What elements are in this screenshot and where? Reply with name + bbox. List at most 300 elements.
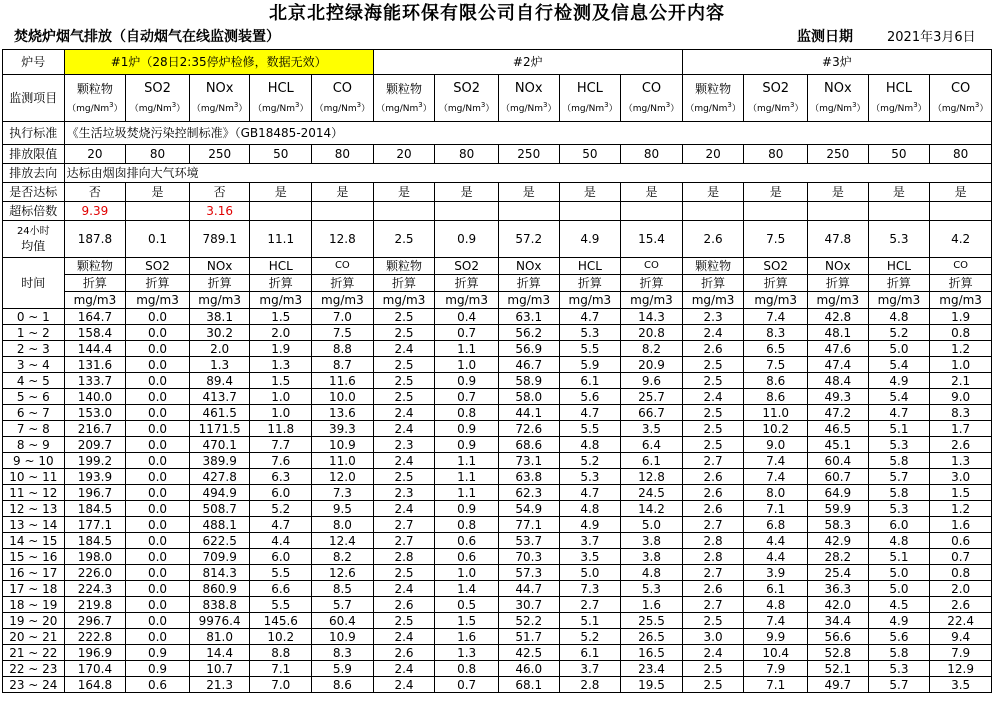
- hourly-value: 5.6: [559, 389, 621, 405]
- hourly-pollutant-name: 颗粒物: [64, 258, 126, 275]
- avg24-value: 15.4: [621, 221, 683, 258]
- hourly-value: 0.0: [126, 437, 190, 453]
- hourly-value: 2.4: [373, 661, 435, 677]
- hourly-value: 12.8: [621, 469, 683, 485]
- hourly-value: 2.4: [682, 389, 744, 405]
- hourly-value: 494.9: [189, 485, 250, 501]
- compliant-value: 是: [312, 183, 374, 202]
- hourly-value: 2.5: [682, 613, 744, 629]
- compliant-row: [3, 183, 992, 202]
- hourly-value: 14.2: [621, 501, 683, 517]
- hourly-value: 48.4: [808, 373, 869, 389]
- hourly-value: 42.9: [808, 533, 869, 549]
- limit-value: 50: [868, 145, 930, 164]
- hourly-value: 1.0: [435, 357, 499, 373]
- hourly-value: 47.4: [808, 357, 869, 373]
- direction-label: 排放去向: [3, 164, 65, 183]
- furnace-label: 炉号: [3, 50, 65, 75]
- hourly-value: 5.4: [868, 389, 930, 405]
- table-row: [3, 373, 992, 389]
- hourly-value: 11.6: [312, 373, 374, 389]
- limit-value: 50: [250, 145, 312, 164]
- hourly-value: 1.5: [930, 485, 992, 501]
- hourly-value: 48.1: [808, 325, 869, 341]
- compliant-value: 是: [868, 183, 930, 202]
- compliant-value: 是: [744, 183, 808, 202]
- hourly-value: 4.9: [559, 517, 621, 533]
- hourly-value: 131.6: [64, 357, 126, 373]
- hourly-unit: mg/m3: [126, 292, 190, 309]
- hourly-value: 6.4: [621, 437, 683, 453]
- compliant-value: 是: [808, 183, 869, 202]
- table-row: [3, 309, 992, 325]
- hourly-value: 164.7: [64, 309, 126, 325]
- hourly-value: 6.1: [621, 453, 683, 469]
- section-subtitle: 焚烧炉烟气排放（自动烟气在线监测装置）: [14, 29, 280, 45]
- hourly-value: 2.0: [250, 325, 312, 341]
- exceed-value: [498, 202, 559, 221]
- hourly-value: 5.0: [868, 581, 930, 597]
- hourly-value: 6.3: [250, 469, 312, 485]
- hourly-value: 2.3: [373, 485, 435, 501]
- pollutant-name: NOx: [514, 81, 543, 96]
- hourly-value: 8.8: [250, 645, 312, 661]
- standard-row: [3, 122, 992, 145]
- hourly-value: 0.7: [435, 677, 499, 693]
- hourly-value: 60.7: [808, 469, 869, 485]
- hourly-value: 0.5: [435, 597, 499, 613]
- hourly-value: 5.1: [868, 549, 930, 565]
- hourly-value: 28.2: [808, 549, 869, 565]
- hourly-value: 8.5: [312, 581, 374, 597]
- item-label: 监测项目: [3, 75, 65, 122]
- pollutant-name: CO: [332, 81, 353, 96]
- hourly-unit: mg/m3: [64, 292, 126, 309]
- hourly-value: 72.6: [498, 421, 559, 437]
- hourly-value: 3.5: [621, 421, 683, 437]
- hourly-value: 2.7: [373, 517, 435, 533]
- hourly-value: 5.5: [559, 421, 621, 437]
- hourly-value: 2.4: [373, 341, 435, 357]
- table-row: [3, 325, 992, 341]
- unit-label: （mg/Nm$^3$）: [191, 101, 248, 114]
- pollutant-header: [435, 75, 499, 122]
- hourly-value: 153.0: [64, 405, 126, 421]
- hourly-value: 7.0: [312, 309, 374, 325]
- hourly-value: 58.0: [498, 389, 559, 405]
- hourly-value: 22.4: [930, 613, 992, 629]
- hourly-value: 5.4: [868, 357, 930, 373]
- hourly-value: 0.6: [435, 533, 499, 549]
- pollutant-header: [250, 75, 312, 122]
- hourly-value: 5.7: [312, 597, 374, 613]
- hourly-pollutant-name: SO2: [435, 258, 499, 275]
- hourly-value: 0.0: [126, 613, 190, 629]
- pollutant-header: [312, 75, 374, 122]
- hourly-value: 2.4: [373, 453, 435, 469]
- conv-label: 折算: [868, 275, 930, 292]
- time-slot: 9 ~ 10: [3, 453, 65, 469]
- hourly-value: 158.4: [64, 325, 126, 341]
- exceed-value: 9.39: [64, 202, 126, 221]
- hourly-value: 9.0: [744, 437, 808, 453]
- hourly-value: 1.0: [250, 405, 312, 421]
- table-row: [3, 597, 992, 613]
- hourly-value: 5.6: [868, 629, 930, 645]
- hourly-pollutant-name: CO: [312, 258, 374, 275]
- hourly-value: 2.7: [682, 597, 744, 613]
- hourly-value: 5.2: [868, 325, 930, 341]
- hourly-value: 219.8: [64, 597, 126, 613]
- hourly-value: 8.2: [312, 549, 374, 565]
- time-slot: 21 ~ 22: [3, 645, 65, 661]
- hourly-value: 1.5: [250, 309, 312, 325]
- hourly-value: 5.2: [559, 453, 621, 469]
- hourly-value: 60.4: [312, 613, 374, 629]
- avg24-value: 11.1: [250, 221, 312, 258]
- hourly-value: 0.0: [126, 341, 190, 357]
- time-slot: 2 ~ 3: [3, 341, 65, 357]
- hourly-pollutant-name: CO: [621, 258, 683, 275]
- pollutant-header: [682, 75, 744, 122]
- hourly-value: 56.9: [498, 341, 559, 357]
- hourly-unit: mg/m3: [498, 292, 559, 309]
- hourly-value: 45.1: [808, 437, 869, 453]
- hourly-value: 5.5: [250, 565, 312, 581]
- hourly-value: 25.4: [808, 565, 869, 581]
- hourly-value: 209.7: [64, 437, 126, 453]
- hourly-value: 68.1: [498, 677, 559, 693]
- hourly-value: 2.4: [373, 677, 435, 693]
- hourly-value: 2.5: [682, 357, 744, 373]
- hourly-value: 0.0: [126, 581, 190, 597]
- hourly-value: 7.4: [744, 309, 808, 325]
- hourly-value: 30.7: [498, 597, 559, 613]
- hourly-unit: mg/m3: [189, 292, 250, 309]
- conv-label: 折算: [312, 275, 374, 292]
- furnace-header-3: #3炉: [682, 50, 991, 75]
- hourly-value: 0.8: [930, 565, 992, 581]
- hourly-value: 0.0: [126, 629, 190, 645]
- time-slot: 22 ~ 23: [3, 661, 65, 677]
- compliant-value: 是: [559, 183, 621, 202]
- hourly-value: 8.6: [312, 677, 374, 693]
- hourly-value: 0.0: [126, 357, 190, 373]
- hourly-value: 6.6: [250, 581, 312, 597]
- hourly-value: 62.3: [498, 485, 559, 501]
- hourly-value: 0.0: [126, 549, 190, 565]
- hourly-value: 8.2: [621, 341, 683, 357]
- unit-label: （mg/Nm$^3$）: [253, 101, 309, 114]
- hourly-value: 5.7: [868, 677, 930, 693]
- hourly-value: 2.4: [373, 405, 435, 421]
- hourly-value: 0.0: [126, 597, 190, 613]
- hourly-value: 2.8: [682, 533, 744, 549]
- hourly-value: 2.6: [682, 341, 744, 357]
- hourly-value: 2.0: [930, 581, 992, 597]
- conv-label: 折算: [64, 275, 126, 292]
- hourly-value: 52.8: [808, 645, 869, 661]
- hourly-value: 8.6: [744, 373, 808, 389]
- hourly-value: 296.7: [64, 613, 126, 629]
- conv-label: 折算: [250, 275, 312, 292]
- hourly-value: 2.4: [682, 645, 744, 661]
- limit-label: 排放限值: [3, 145, 65, 164]
- hourly-value: 7.6: [250, 453, 312, 469]
- hourly-value: 63.8: [498, 469, 559, 485]
- table-row: [3, 517, 992, 533]
- hourly-value: 184.5: [64, 533, 126, 549]
- hourly-value: 9.4: [930, 629, 992, 645]
- hourly-value: 11.0: [312, 453, 374, 469]
- hourly-value: 44.1: [498, 405, 559, 421]
- hourly-value: 9976.4: [189, 613, 250, 629]
- exceed-label: 超标倍数: [3, 202, 65, 221]
- hourly-value: 2.6: [682, 485, 744, 501]
- hourly-value: 4.7: [559, 309, 621, 325]
- hourly-value: 24.5: [621, 485, 683, 501]
- hourly-value: 4.7: [868, 405, 930, 421]
- hourly-unit: mg/m3: [744, 292, 808, 309]
- hourly-value: 1171.5: [189, 421, 250, 437]
- time-slot: 13 ~ 14: [3, 517, 65, 533]
- unit-label: （mg/Nm$^3$）: [747, 101, 804, 114]
- conv-label: 折算: [126, 275, 190, 292]
- hourly-value: 7.9: [930, 645, 992, 661]
- hourly-value: 2.5: [373, 613, 435, 629]
- hourly-value: 14.4: [189, 645, 250, 661]
- hourly-value: 56.6: [808, 629, 869, 645]
- pollutant-header: [744, 75, 808, 122]
- hourly-value: 0.0: [126, 421, 190, 437]
- avg24-value: 187.8: [64, 221, 126, 258]
- avg24-value: 5.3: [868, 221, 930, 258]
- pollutant-header: [930, 75, 992, 122]
- avg24-value: 789.1: [189, 221, 250, 258]
- hourly-value: 10.4: [744, 645, 808, 661]
- unit-label: （mg/Nm$^3$）: [932, 101, 989, 114]
- hourly-value: 7.1: [744, 677, 808, 693]
- hourly-value: 4.8: [744, 597, 808, 613]
- table-row: [3, 613, 992, 629]
- table-row: [3, 421, 992, 437]
- hourly-value: 226.0: [64, 565, 126, 581]
- pollutant-header: [808, 75, 869, 122]
- hourly-pollutant-name: 颗粒物: [682, 258, 744, 275]
- furnace-header-2: #2炉: [373, 50, 682, 75]
- unit-label: （mg/Nm$^3$）: [67, 101, 123, 114]
- hourly-value: 8.3: [930, 405, 992, 421]
- hourly-value: 2.7: [373, 533, 435, 549]
- hourly-unit: mg/m3: [435, 292, 499, 309]
- hourly-unit: mg/m3: [250, 292, 312, 309]
- hourly-value: 46.5: [808, 421, 869, 437]
- compliant-value: 是: [435, 183, 499, 202]
- hourly-header-row-3: [3, 292, 992, 309]
- hourly-value: 20.9: [621, 357, 683, 373]
- exceed-value: [868, 202, 930, 221]
- limit-value: 80: [930, 145, 992, 164]
- time-slot: 12 ~ 13: [3, 501, 65, 517]
- avg24-value: 2.6: [682, 221, 744, 258]
- hourly-value: 59.9: [808, 501, 869, 517]
- exceed-value: [312, 202, 374, 221]
- hourly-value: 42.0: [808, 597, 869, 613]
- hourly-header-row-1: [3, 258, 992, 275]
- hourly-value: 4.8: [621, 565, 683, 581]
- hourly-value: 26.5: [621, 629, 683, 645]
- hourly-value: 19.5: [621, 677, 683, 693]
- time-slot: 11 ~ 12: [3, 485, 65, 501]
- hourly-value: 0.7: [930, 549, 992, 565]
- date-label: 监测日期: [797, 29, 853, 45]
- hourly-value: 66.7: [621, 405, 683, 421]
- conv-label: 折算: [621, 275, 683, 292]
- time-slot: 19 ~ 20: [3, 613, 65, 629]
- compliant-value: 是: [126, 183, 190, 202]
- hourly-value: 46.0: [498, 661, 559, 677]
- unit-label: （mg/Nm$^3$）: [810, 101, 866, 114]
- hourly-value: 5.8: [868, 645, 930, 661]
- hourly-value: 42.5: [498, 645, 559, 661]
- hourly-value: 6.8: [744, 517, 808, 533]
- hourly-value: 12.9: [930, 661, 992, 677]
- hourly-value: 5.0: [868, 341, 930, 357]
- hourly-value: 2.6: [682, 501, 744, 517]
- hourly-value: 1.0: [435, 565, 499, 581]
- hourly-value: 2.6: [682, 581, 744, 597]
- hourly-value: 8.3: [312, 645, 374, 661]
- pollutant-name: CO: [641, 81, 662, 96]
- hourly-value: 70.3: [498, 549, 559, 565]
- time-slot: 6 ~ 7: [3, 405, 65, 421]
- table-row: [3, 581, 992, 597]
- hourly-value: 0.0: [126, 389, 190, 405]
- time-slot: 4 ~ 5: [3, 373, 65, 389]
- hourly-value: 12.4: [312, 533, 374, 549]
- hourly-value: 3.0: [682, 629, 744, 645]
- avg24-row: [3, 221, 992, 258]
- limit-value: 20: [64, 145, 126, 164]
- hourly-value: 4.4: [250, 533, 312, 549]
- hourly-value: 7.9: [744, 661, 808, 677]
- hourly-value: 68.6: [498, 437, 559, 453]
- hourly-value: 140.0: [64, 389, 126, 405]
- pollutant-header: [621, 75, 683, 122]
- hourly-value: 1.3: [189, 357, 250, 373]
- hourly-value: 0.9: [435, 437, 499, 453]
- conv-label: 折算: [682, 275, 744, 292]
- hourly-value: 488.1: [189, 517, 250, 533]
- hourly-unit: mg/m3: [808, 292, 869, 309]
- furnace-header-1: #1炉（28日2:35停炉检修，数据无效）: [64, 50, 373, 75]
- compliant-value: 是: [930, 183, 992, 202]
- hourly-value: 838.8: [189, 597, 250, 613]
- unit-label: （mg/Nm$^3$）: [438, 101, 495, 114]
- hourly-value: 0.7: [435, 389, 499, 405]
- hourly-value: 8.7: [312, 357, 374, 373]
- hourly-value: 2.4: [373, 581, 435, 597]
- hourly-value: 1.4: [435, 581, 499, 597]
- hourly-value: 0.0: [126, 453, 190, 469]
- conv-label: 折算: [498, 275, 559, 292]
- hourly-value: 4.8: [559, 501, 621, 517]
- hourly-value: 3.9: [744, 565, 808, 581]
- hourly-value: 145.6: [250, 613, 312, 629]
- hourly-value: 8.3: [744, 325, 808, 341]
- hourly-value: 2.5: [682, 421, 744, 437]
- hourly-value: 3.7: [559, 661, 621, 677]
- hourly-value: 0.0: [126, 373, 190, 389]
- hourly-value: 5.7: [868, 469, 930, 485]
- exceed-value: [930, 202, 992, 221]
- hourly-value: 0.0: [126, 309, 190, 325]
- hourly-value: 3.8: [621, 549, 683, 565]
- hourly-value: 52.2: [498, 613, 559, 629]
- hourly-value: 0.0: [126, 501, 190, 517]
- hourly-value: 46.7: [498, 357, 559, 373]
- time-slot: 3 ~ 4: [3, 357, 65, 373]
- hourly-value: 5.0: [868, 565, 930, 581]
- hourly-value: 11.0: [744, 405, 808, 421]
- table-row: [3, 533, 992, 549]
- table-row: [3, 437, 992, 453]
- unit-label: （mg/Nm$^3$）: [376, 101, 432, 114]
- hourly-value: 199.2: [64, 453, 126, 469]
- hourly-value: 10.9: [312, 437, 374, 453]
- hourly-value: 1.3: [435, 645, 499, 661]
- hourly-value: 9.0: [930, 389, 992, 405]
- avg24-value: 4.9: [559, 221, 621, 258]
- unit-label: （mg/Nm$^3$）: [871, 101, 927, 114]
- pollutant-name: HCL: [885, 81, 912, 96]
- hourly-value: 42.8: [808, 309, 869, 325]
- pollutant-name: 颗粒物: [76, 82, 113, 96]
- avg24-value: 57.2: [498, 221, 559, 258]
- conv-label: 折算: [373, 275, 435, 292]
- table-row: [3, 501, 992, 517]
- hourly-value: 2.6: [373, 645, 435, 661]
- hourly-value: 0.0: [126, 517, 190, 533]
- hourly-value: 216.7: [64, 421, 126, 437]
- pollutant-name: SO2: [762, 81, 790, 96]
- limit-row: [3, 145, 992, 164]
- hourly-value: 3.8: [621, 533, 683, 549]
- hourly-value: 6.1: [559, 373, 621, 389]
- hourly-value: 1.5: [435, 613, 499, 629]
- hourly-value: 1.3: [250, 357, 312, 373]
- hourly-value: 1.1: [435, 453, 499, 469]
- hourly-value: 5.0: [621, 517, 683, 533]
- hourly-value: 9.6: [621, 373, 683, 389]
- hourly-pollutant-name: HCL: [868, 258, 930, 275]
- hourly-value: 2.4: [373, 501, 435, 517]
- hourly-value: 9.9: [744, 629, 808, 645]
- table-row: [3, 389, 992, 405]
- hourly-value: 20.8: [621, 325, 683, 341]
- hourly-value: 170.4: [64, 661, 126, 677]
- time-slot: 17 ~ 18: [3, 581, 65, 597]
- hourly-value: 0.0: [126, 533, 190, 549]
- hourly-value: 7.1: [744, 501, 808, 517]
- compliant-value: 是: [498, 183, 559, 202]
- limit-value: 80: [621, 145, 683, 164]
- hourly-value: 34.4: [808, 613, 869, 629]
- hourly-value: 54.9: [498, 501, 559, 517]
- hourly-value: 4.4: [744, 533, 808, 549]
- hourly-value: 3.0: [930, 469, 992, 485]
- hourly-value: 7.4: [744, 469, 808, 485]
